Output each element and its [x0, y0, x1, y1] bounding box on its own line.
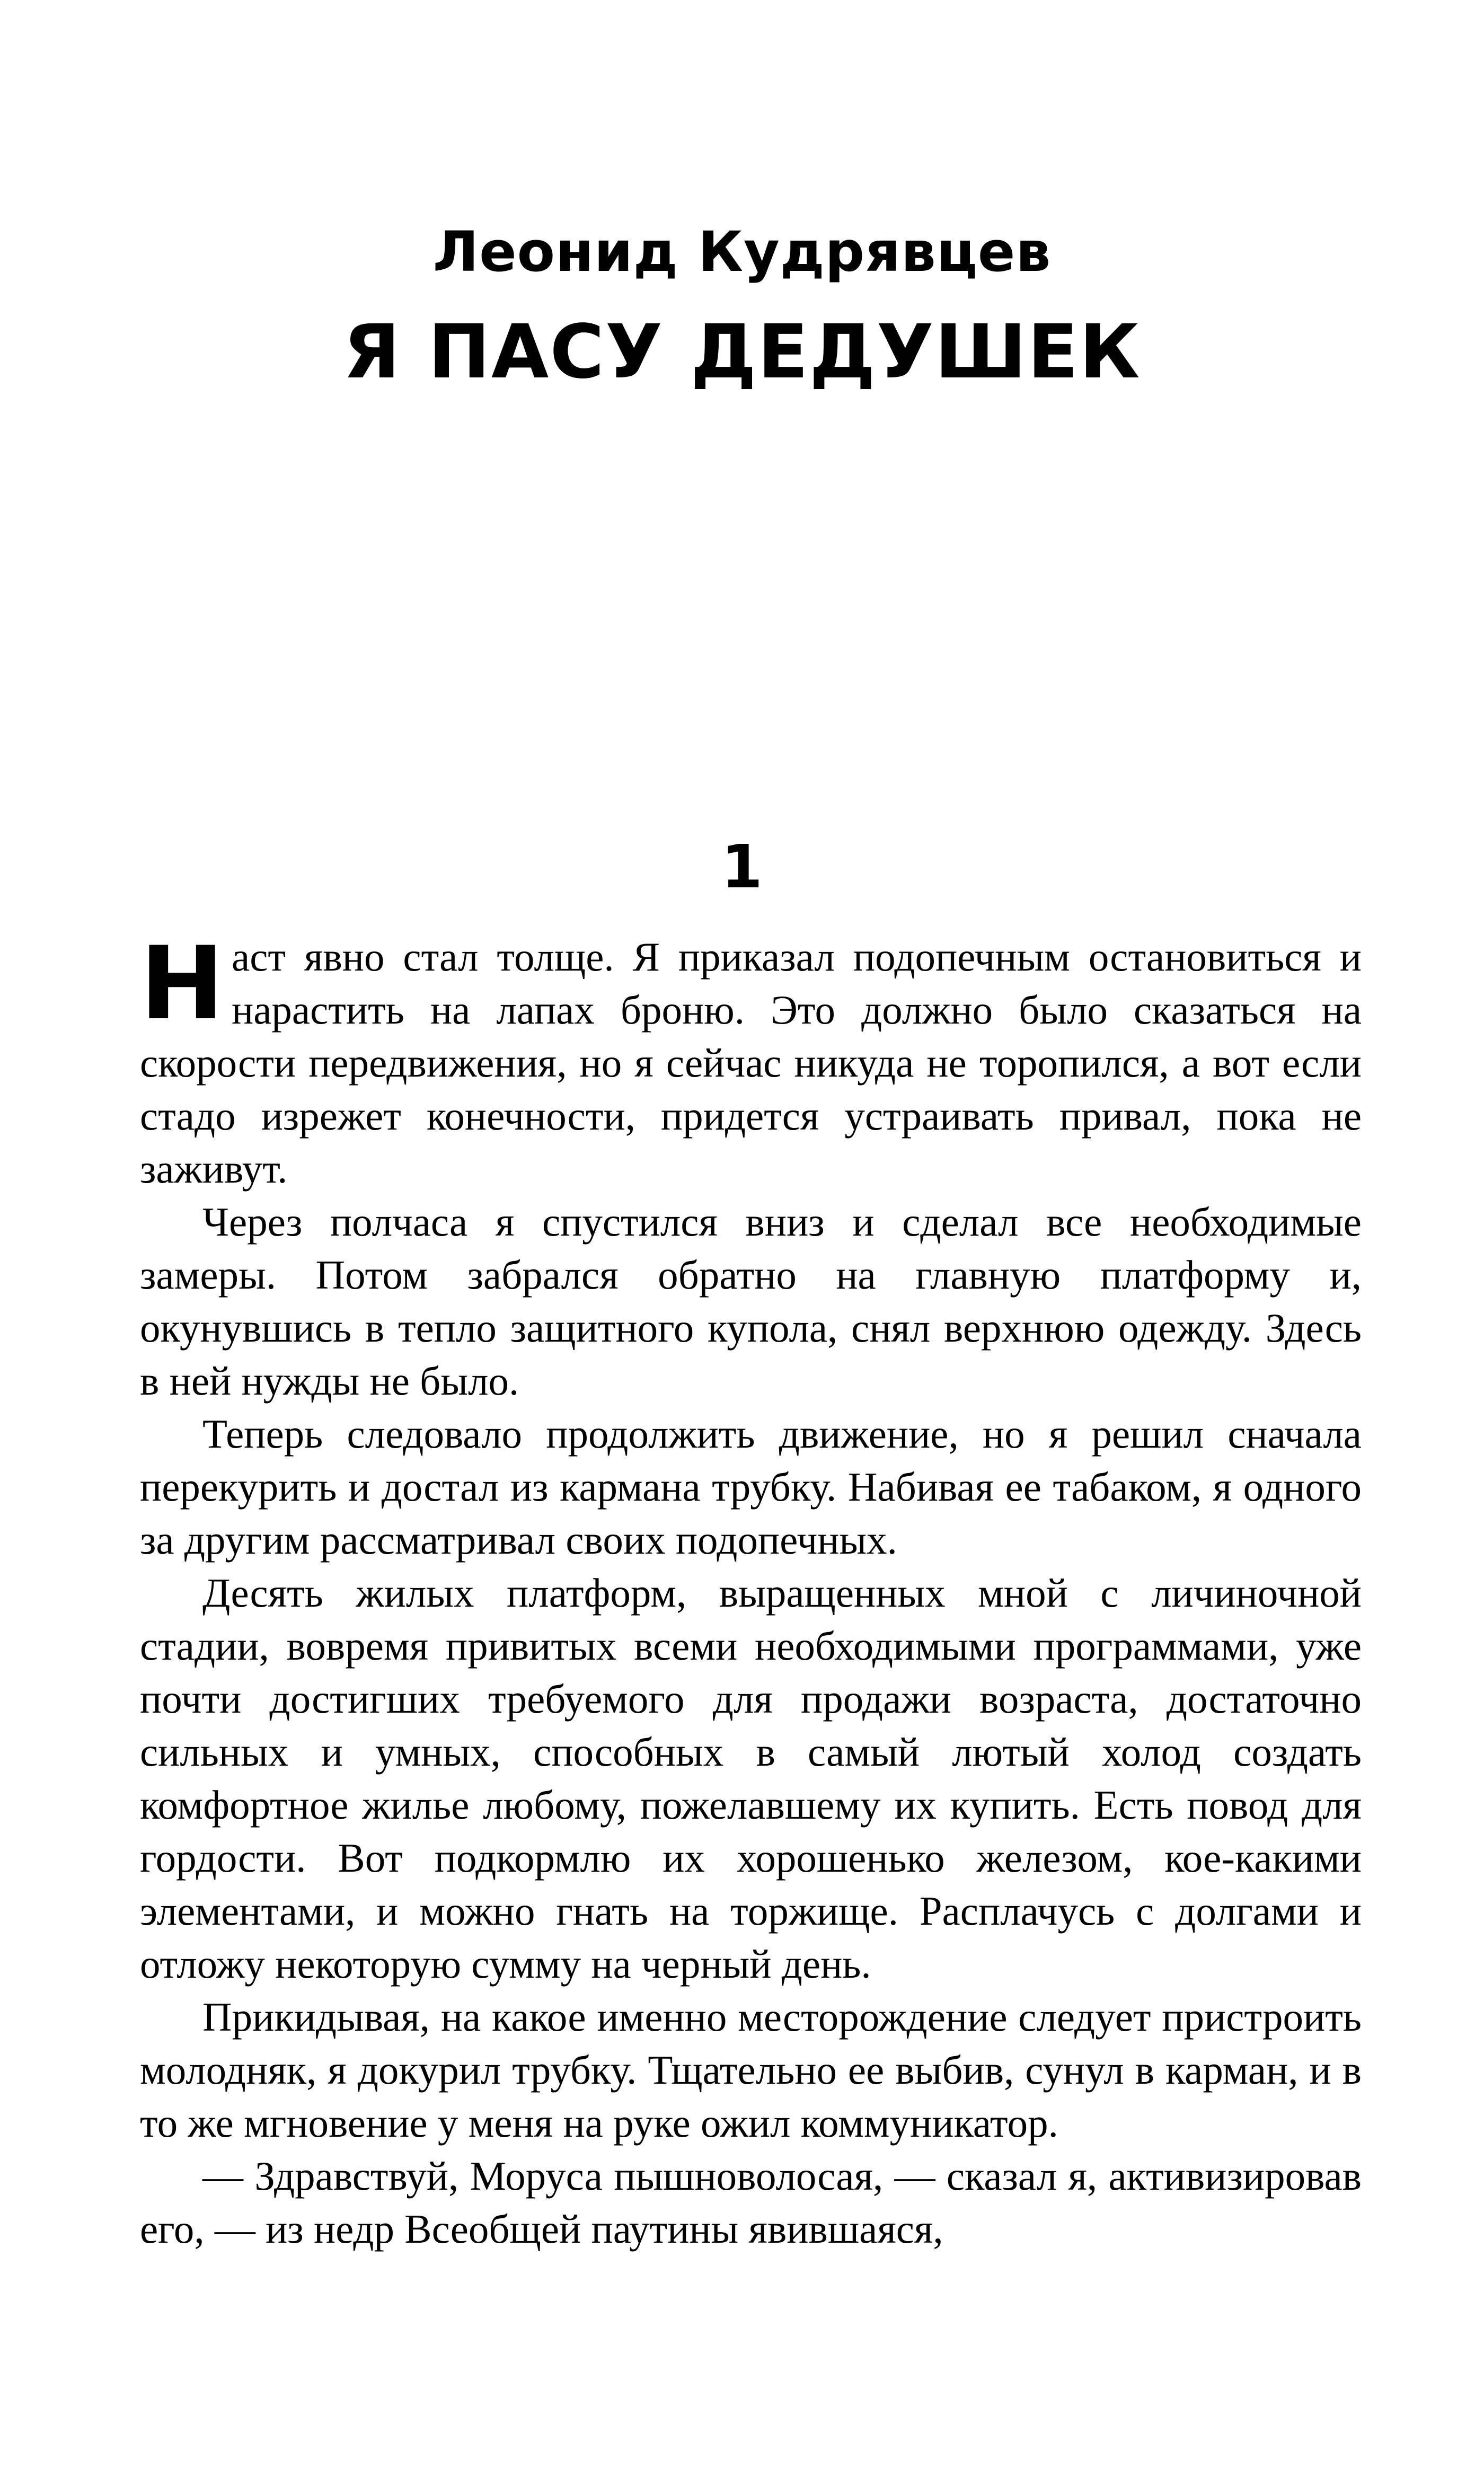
paragraph-5: Прикидывая, на какое именно месторождение следует пристроить молодняк, я докурил трубку. Тщательно ее выбив, сунул в карман, и в то же мгновение у меня на руке ожил коммуникатор.: [140, 1994, 1362, 2146]
drop-cap: Н: [140, 925, 225, 1042]
paragraph-1-text: аст явно стал толще. Я приказал подопечным остановиться и нарастить на лапах броню. Это должно было сказаться на скорости передвижения, но я сейчас никуда не торопился, а вот если стадо изрежет конечности, придется устраивать привал, пока не заживут.: [140, 934, 1362, 1192]
paragraph-1: [140, 925, 1362, 1195]
author-name: Леонид Кудрявцев: [432, 219, 1052, 284]
chapter-number: 1: [721, 833, 763, 902]
paragraph-4: Десять жилых платформ, выращенных мной с личиночной стадии, вовремя привитых всеми необходимыми программами, уже почти достигших требуемого для продажи возраста, достаточно сильных и умных, способных в самый лютый холод создать комфортное жилье любому, пожелавшему их купить. Есть повод для гордости. Вот подкормлю их хорошенько железом, кое-какими элементами, и можно гнать на торжище. Расплачусь с долгами и отложу некоторую сумму на черный день.: [140, 1570, 1362, 1987]
paragraph-6: — Здравствуй, Моруса пышноволосая, — сказал я, активизировав его, — из недр Всеобщей паутины явившаяся,: [140, 2153, 1362, 2252]
body-text: [140, 925, 1362, 2255]
paragraph-3: Теперь следовало продолжить движение, но я решил сначала перекурить и достал из кармана трубку. Набивая ее табаком, я одного за другим рассматривал своих подопечных.: [140, 1411, 1362, 1563]
paragraph-2: Через полчаса я спустился вниз и сделал все необходимые замеры. Потом забрался обратно на главную платформу и, окунувшись в тепло защитного купола, снял верхнюю одежду. Здесь в ней нужды не было.: [140, 1199, 1362, 1404]
book-title: Я ПАСУ ДЕДУШЕК: [343, 309, 1141, 395]
